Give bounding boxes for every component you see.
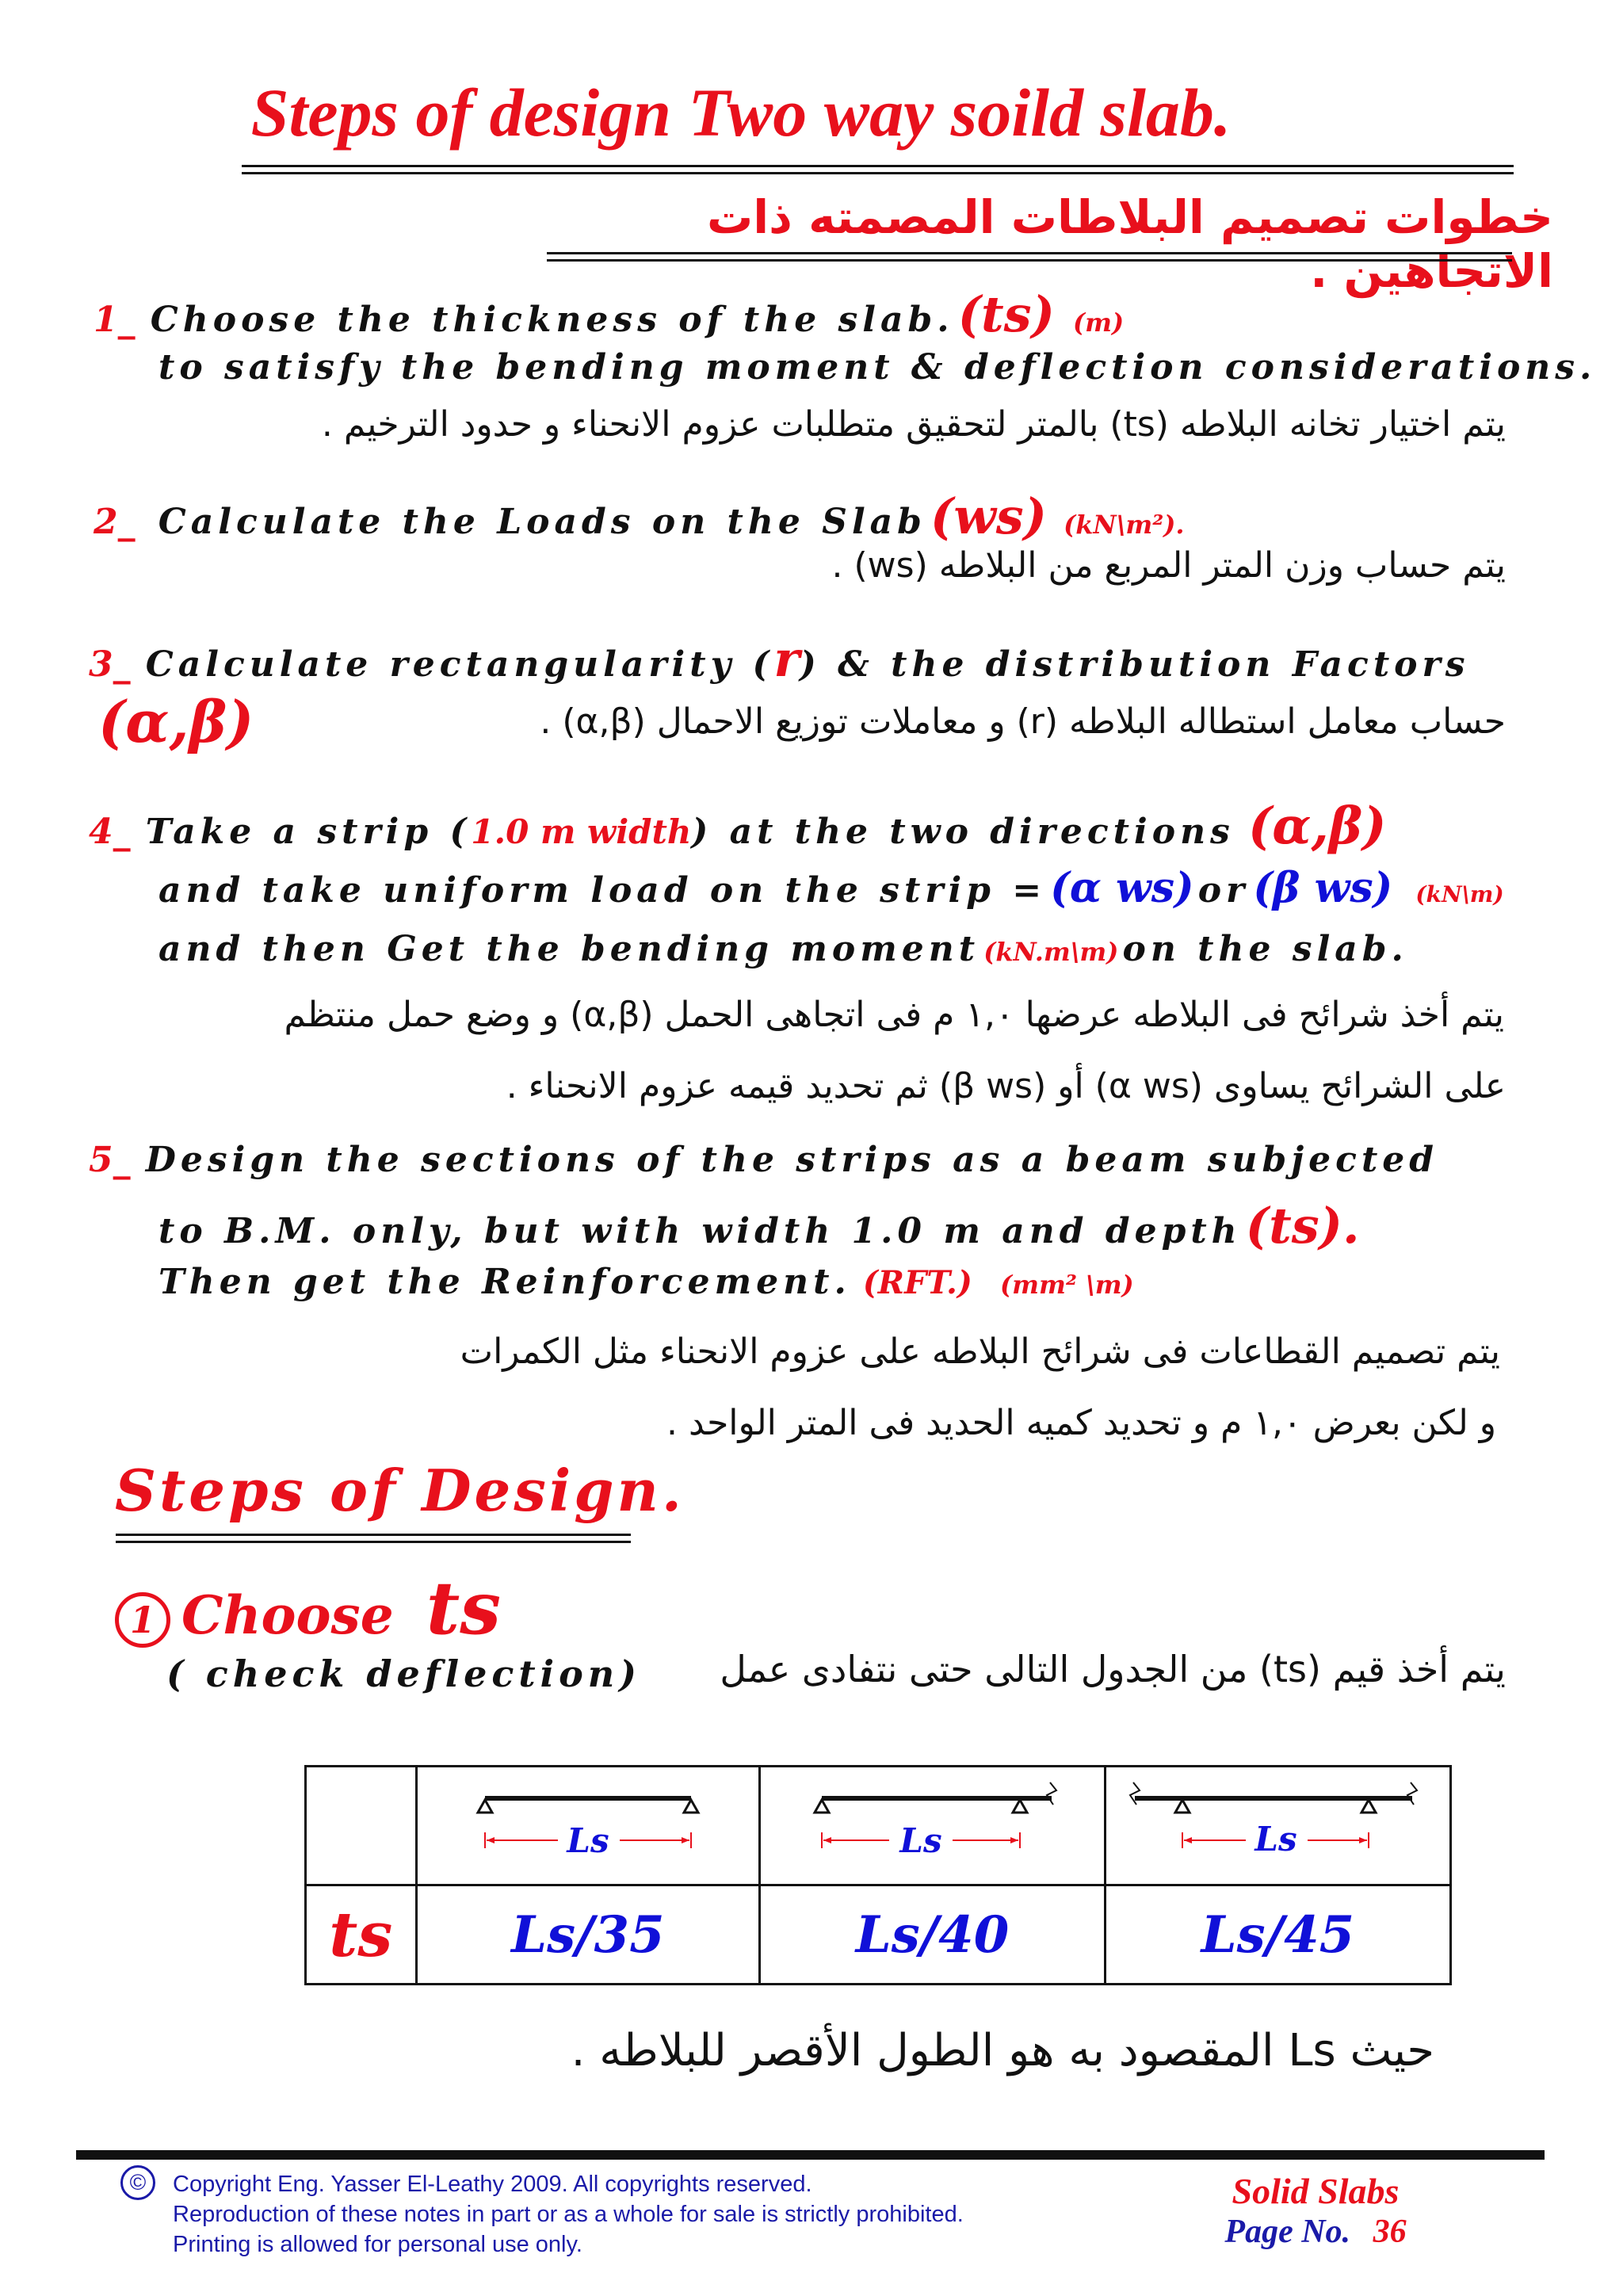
choose-label: Choose <box>181 1584 394 1646</box>
unit: (kN.m\m) <box>983 937 1119 967</box>
step-2-arabic: يتم حساب وزن المتر المربع من البلاطه (ws) . <box>831 545 1506 586</box>
step-5 <box>89 1140 1438 1180</box>
footer-section: Solid Slabs <box>1232 2171 1400 2211</box>
check-deflection-line <box>166 1648 1506 1695</box>
unit: (kN\m²). <box>1064 510 1185 540</box>
footer-copyright <box>173 2169 964 2260</box>
copyright-line-2: Reproduction of these notes in part or as a whole for sale is strictly prohibited. <box>173 2202 964 2227</box>
ws-symbol: (ws) <box>930 487 1047 545</box>
span-label: Ls <box>1254 1819 1297 1859</box>
page-number: 36 <box>1373 2214 1407 2250</box>
step-5-line-2 <box>158 1197 1360 1255</box>
one-end-continuous-beam-icon <box>782 1781 1083 1868</box>
step-text: Take a strip ( <box>145 812 472 852</box>
step-text-cont: ) & the distribution Factors <box>799 644 1470 685</box>
span-label: Ls <box>899 1820 942 1860</box>
step-1-line-2: to satisfy the bending moment & deflection considerations. <box>158 347 1597 388</box>
r-symbol: r <box>773 630 800 688</box>
unit: (kN\m) <box>1415 881 1504 907</box>
beta-ws: (β ws) <box>1253 864 1393 912</box>
design-heading: Steps of Design. <box>115 1457 685 1524</box>
arabic-title-underline <box>547 252 1512 262</box>
ts-symbol: ts <box>426 1565 501 1651</box>
simply-supported-beam-icon <box>469 1781 707 1868</box>
alpha-beta-symbol: (α,β) <box>1247 797 1387 856</box>
ts-table <box>304 1765 1452 1985</box>
unit: (m) <box>1073 308 1125 338</box>
step-text: and then Get the bending moment <box>158 929 980 969</box>
copyright-line-3: Printing is allowed for personal use only. <box>173 2232 582 2257</box>
check-deflection-text: ( check deflection) <box>166 1652 641 1695</box>
footer-page <box>1189 2213 1442 2251</box>
continuous-beam-icon <box>1119 1781 1436 1868</box>
page-label: Page No. <box>1224 2214 1351 2250</box>
span-label: Ls <box>567 1820 609 1860</box>
ts-value-cell <box>760 1885 1106 1985</box>
ts-symbol: (ts) <box>957 285 1055 343</box>
title-underline <box>242 165 1514 174</box>
ts-value: Ls/35 <box>511 1904 665 1965</box>
one-end-continuous-diagram <box>760 1767 1106 1885</box>
strip-width: 1.0 m width <box>471 812 692 851</box>
step-text: to B.M. only, but with width 1.0 m and depth <box>158 1211 1242 1251</box>
step-3-arabic: حساب معامل استطاله البلاطه (r) و معاملات توزيع الاحمال (α,β) . <box>540 701 1506 742</box>
step-4 <box>89 797 1387 856</box>
alpha-beta-symbol: (α,β) <box>98 688 254 755</box>
step-2 <box>94 487 1184 545</box>
step-text: Choose the thickness of the slab. <box>150 300 954 340</box>
arabic-title: خطوات تصميم البلاطات المصمته ذات الاتجاهين . <box>707 190 1553 298</box>
copyright-icon: © <box>120 2165 155 2200</box>
simple-span-diagram <box>416 1767 760 1885</box>
or-text: or <box>1197 870 1250 911</box>
step-number: 2_ <box>94 502 136 542</box>
step-number: 1_ <box>94 300 136 340</box>
ts-value-cell <box>416 1885 760 1985</box>
alpha-ws: (α ws) <box>1050 864 1194 912</box>
ts-value: Ls/45 <box>1201 1904 1355 1965</box>
step-4-line-2 <box>158 864 1504 912</box>
step-4-line-3 <box>158 929 1408 969</box>
step-5-arabic-1: يتم تصميم القطاعات فى شرائح البلاطه على عزوم الانحناء مثل الكمرات <box>460 1331 1500 1372</box>
check-arabic: يتم أخذ قيم (ts) من الجدول التالى حتى نتفادى عمل <box>720 1648 1506 1690</box>
step-text: Calculate rectangularity ( <box>145 644 774 685</box>
unit: (mm² \m) <box>999 1270 1134 1300</box>
step-5-line-3 <box>158 1262 1134 1302</box>
step-text-cont: on the slab. <box>1122 929 1408 969</box>
page-title: Steps of design Two way soild slab. <box>250 74 1232 151</box>
step-number: 3_ <box>89 644 131 685</box>
ts-value: Ls/40 <box>855 1904 1010 1965</box>
step-1 <box>94 285 1124 343</box>
ts-row-label: ts <box>306 1885 417 1985</box>
step-text: Calculate the Loads on the Slab <box>158 502 926 542</box>
step-number: 4_ <box>89 812 131 852</box>
ts-value-cell <box>1105 1885 1450 1985</box>
empty-cell <box>306 1767 417 1885</box>
circle-number: 1 <box>115 1592 170 1648</box>
footer-divider <box>76 2150 1545 2160</box>
ts-symbol: (ts). <box>1245 1197 1360 1255</box>
rft-label: (RFT.) <box>862 1264 972 1301</box>
step-4-arabic-2: على الشرائح يساوى (α ws) أو (β ws) ثم تحديد قيمه عزوم الانحناء . <box>506 1066 1506 1106</box>
choose-heading <box>115 1565 501 1651</box>
step-5-arabic-2: و لكن بعرض ١,٠ م و تحديد كميه الحديد فى المتر الواحد . <box>666 1403 1496 1443</box>
copyright-line-1: Copyright Eng. Yasser El-Leathy 2009. All copyrights reserved. <box>173 2172 812 2197</box>
design-heading-underline <box>116 1534 631 1543</box>
note-arabic: حيث Ls المقصود به هو الطول الأقصر للبلاطه . <box>571 2025 1434 2076</box>
step-text: Then get the Reinforcement. <box>158 1262 851 1302</box>
step-text: Design the sections of the strips as a beam subjected <box>145 1140 1439 1180</box>
step-text: and take uniform load on the strip = <box>158 870 1047 911</box>
step-4-arabic-1: يتم أخذ شرائح فى البلاطه عرضها ١,٠ م فى اتجاهى الحمل (α,β) و وضع حمل منتظم <box>284 995 1504 1035</box>
both-ends-continuous-diagram <box>1105 1767 1450 1885</box>
step-number: 5_ <box>89 1140 131 1180</box>
step-1-arabic: يتم اختيار تخانه البلاطه (ts) بالمتر لتحقيق متطلبات عزوم الانحناء و حدود الترخيم . <box>321 404 1506 445</box>
step-text-cont: ) at the two directions <box>691 812 1235 852</box>
